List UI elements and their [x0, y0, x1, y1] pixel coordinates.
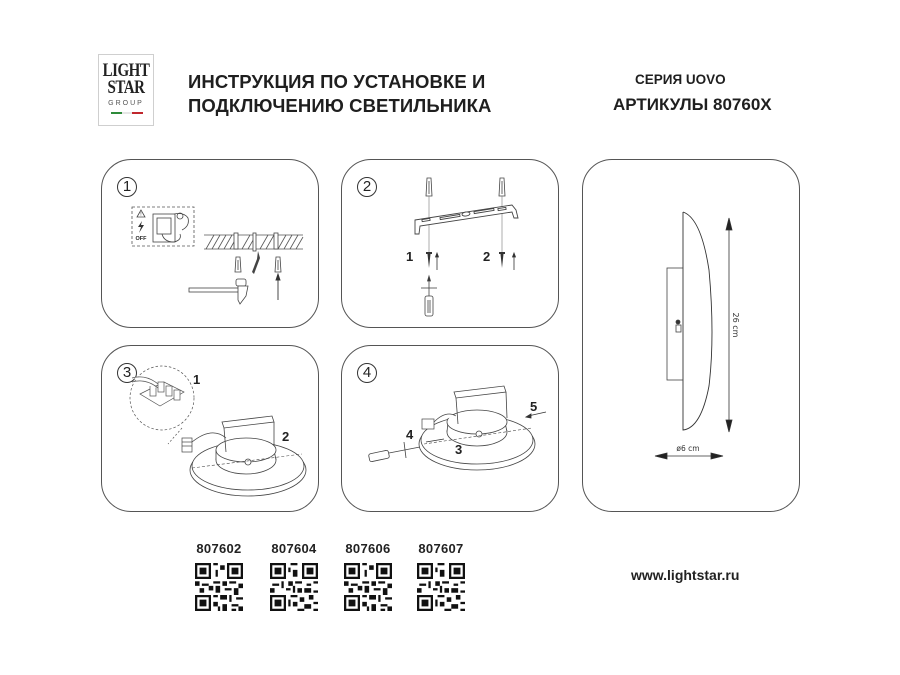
step-4-illustration [342, 346, 560, 513]
article-number: 807607 [418, 541, 464, 556]
document-title [188, 70, 492, 118]
switch-hand-icon [153, 213, 188, 242]
website-link[interactable]: www.lightstar.ru [631, 567, 740, 583]
screw-label-1: 1 [406, 249, 414, 264]
step-number-1: 1 [117, 177, 137, 197]
arrow-up-icon [276, 274, 280, 300]
article-number: 807606 [345, 541, 391, 556]
warning-icon [137, 210, 145, 218]
flag-red [132, 112, 143, 114]
step-2-illustration [342, 160, 560, 329]
diffuser-label: 5 [530, 399, 538, 414]
qr-item-807602 [189, 541, 249, 616]
off-label: OFF [135, 236, 147, 242]
step-number-3: 3 [117, 363, 137, 383]
article-number: 807602 [196, 541, 242, 556]
step-number-2: 2 [357, 177, 377, 197]
hammer-icon [189, 279, 248, 304]
dimensions-panel [582, 159, 800, 512]
qr-item-807604 [264, 541, 324, 616]
step-3-illustration [102, 346, 320, 513]
italian-flag-stripe [111, 112, 143, 114]
dowel-icon [426, 178, 505, 196]
logo-line-light: LIGHT [102, 60, 150, 81]
side-view-illustration [583, 160, 801, 513]
brand-logo [98, 54, 154, 126]
wall-mount-box [667, 268, 683, 380]
arrow-up-icon [436, 253, 516, 270]
lightning-icon [138, 221, 144, 233]
depth-arrow [655, 453, 723, 459]
step-panel-4 [341, 345, 559, 512]
qr-code[interactable] [344, 563, 392, 611]
depth-dimension: ø6 cm [676, 444, 700, 453]
mounting-bracket [415, 205, 518, 234]
series-label: СЕРИЯ UOVO [635, 72, 726, 87]
qr-code[interactable] [195, 563, 243, 611]
qr-code[interactable] [417, 563, 465, 611]
step-1-illustration [102, 160, 320, 329]
qr-item-807606 [338, 541, 398, 616]
title-line-1: ИНСТРУКЦИЯ ПО УСТАНОВКЕ И [188, 71, 486, 92]
screwdriver-icon [421, 276, 437, 316]
bracket-label: 2 [282, 429, 290, 444]
flag-white [122, 112, 133, 114]
flag-green [111, 112, 122, 114]
screwdriver-icon [368, 442, 420, 462]
terminal-block-detail [130, 366, 194, 444]
articles-label: АРТИКУЛЫ 80760X [613, 95, 772, 114]
logo-line-star: STAR [107, 77, 145, 98]
screwdriver-label: 4 [406, 427, 414, 442]
lamp-base [190, 438, 306, 496]
article-number: 807604 [271, 541, 317, 556]
step-panel-1 [101, 159, 319, 328]
qr-item-807607 [411, 541, 471, 616]
logo-line-group: GROUP [108, 100, 144, 107]
step-panel-3 [101, 345, 319, 512]
base-label: 3 [455, 442, 463, 457]
qr-code[interactable] [270, 563, 318, 611]
screw-label-2: 2 [483, 249, 491, 264]
terminal-label: 1 [193, 372, 201, 387]
title-line-2: ПОДКЛЮЧЕНИЮ СВЕТИЛЬНИКА [188, 95, 492, 116]
step-number-4: 4 [357, 363, 377, 383]
step-panel-2 [341, 159, 559, 328]
lamp-side-profile [683, 212, 712, 430]
height-dimension: 26 cm [731, 312, 740, 338]
svg-text:!: ! [140, 212, 142, 218]
drill-bit-icon [252, 251, 260, 274]
